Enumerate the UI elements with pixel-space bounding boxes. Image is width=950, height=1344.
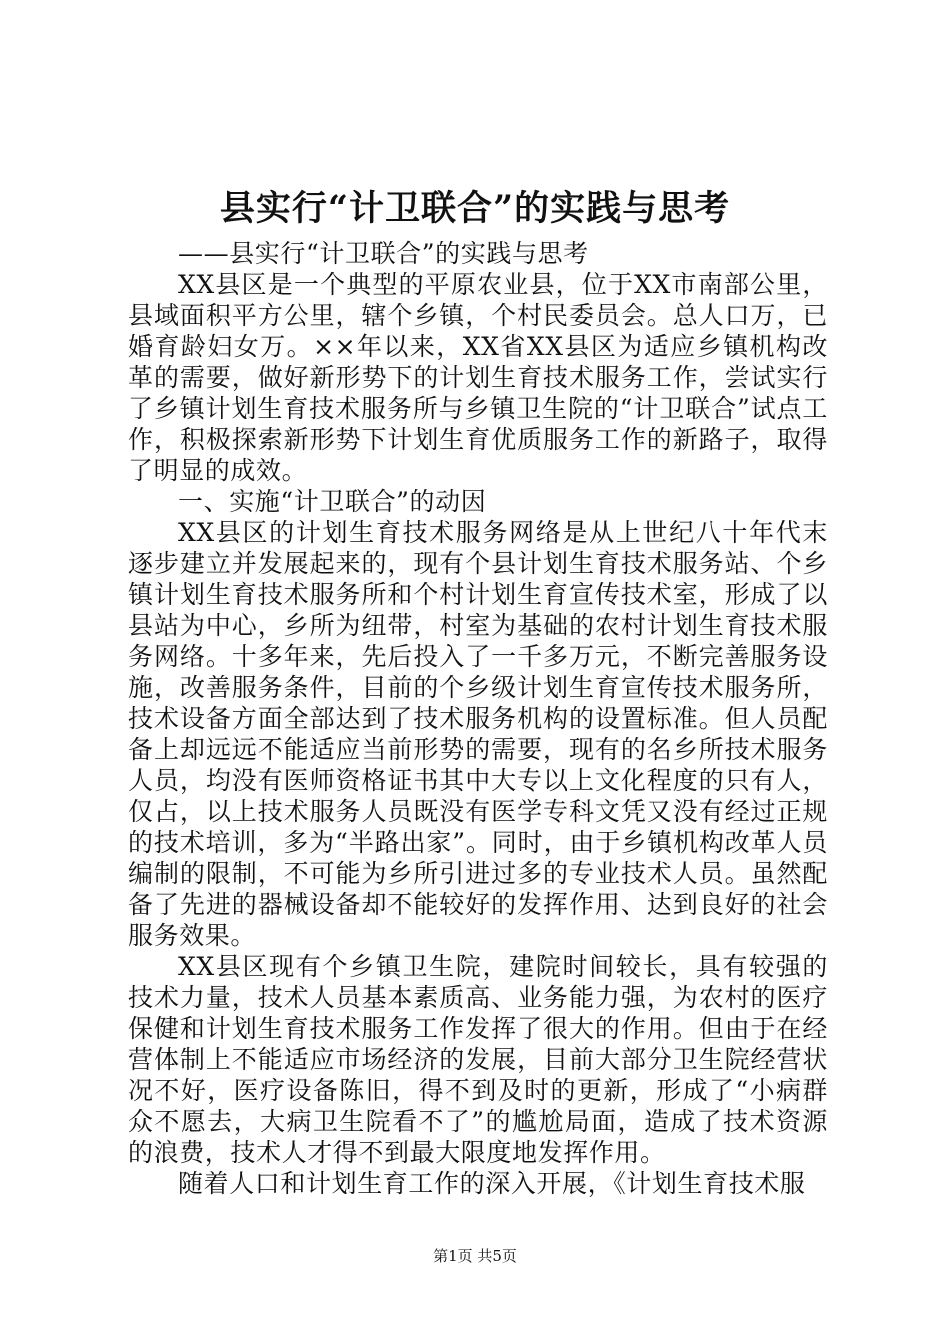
subtitle-paragraph: ——县实行“计卫联合”的实践与思考 bbox=[178, 239, 589, 268]
intro-paragraph: XX县区是一个典型的平原农业县，位于XX市南部公里，县域面积平方公里，辖个乡镇，个村民委员会。总人口万，已婚育龄妇女万。××年以来，XX省XX县区为适应乡镇机构改革的需要，做好新形势下的计划生育技术服务工作，尝试实行了乡镇计划生育技术服务所与乡镇卫生院的“计卫联合”试点工作，积极探索新形势下计划生育优质服务工作的新路子，取得了明显的成效。 bbox=[128, 270, 828, 485]
body-paragraph: 随着人口和计划生育工作的深入开展，《计划生育技术服 bbox=[178, 1169, 806, 1198]
document-body bbox=[128, 238, 828, 1199]
body-paragraph: XX县区的计划生育技术服务网络是从上世纪八十年代末逐步建立并发展起来的，现有个县计划生育技术服务站、个乡镇计划生育技术服务所和个村计划生育宣传技术室，形成了以县站为中心，乡所为纽带，村室为基础的农村计划生育技术服务网络。十多年来，先后投入了一千多万元，不断完善服务设施，改善服务条件，目前的个乡级计划生育宣传技术服务所，技术设备方面全部达到了技术服务机构的设置标准。但人员配备上却远远不能适应当前形势的需要，现有的名乡所技术服务人员，均没有医师资格证书其中大专以上文化程度的只有人，仅占，以上技术服务人员既没有医学专科文凭又没有经过正规的技术培训，多为“半路出家”。同时，由于乡镇机构改革人员编制的限制，不可能为乡所引进过多的专业技术人员。虽然配备了先进的器械设备却不能较好的发挥作用、达到良好的社会服务效果。 bbox=[128, 518, 828, 950]
section-heading: 一、实施“计卫联合”的动因 bbox=[178, 487, 487, 516]
page-number-footer: 第1页 共5页 bbox=[433, 1247, 517, 1265]
document-title: 县实行“计卫联合”的实践与思考 bbox=[219, 188, 731, 229]
body-paragraph: XX县区现有个乡镇卫生院，建院时间较长，具有较强的技术力量，技术人员基本素质高、业务能力强，为农村的医疗保健和计划生育技术服务工作发挥了很大的作用。但由于在经营体制上不能适应市场经济的发展，目前大部分卫生院经营状况不好，医疗设备陈旧，得不到及时的更新，形成了“小病群众不愿去，大病卫生院看不了”的尴尬局面，造成了技术资源的浪费，技术人才得不到最大限度地发挥作用。 bbox=[128, 952, 828, 1167]
